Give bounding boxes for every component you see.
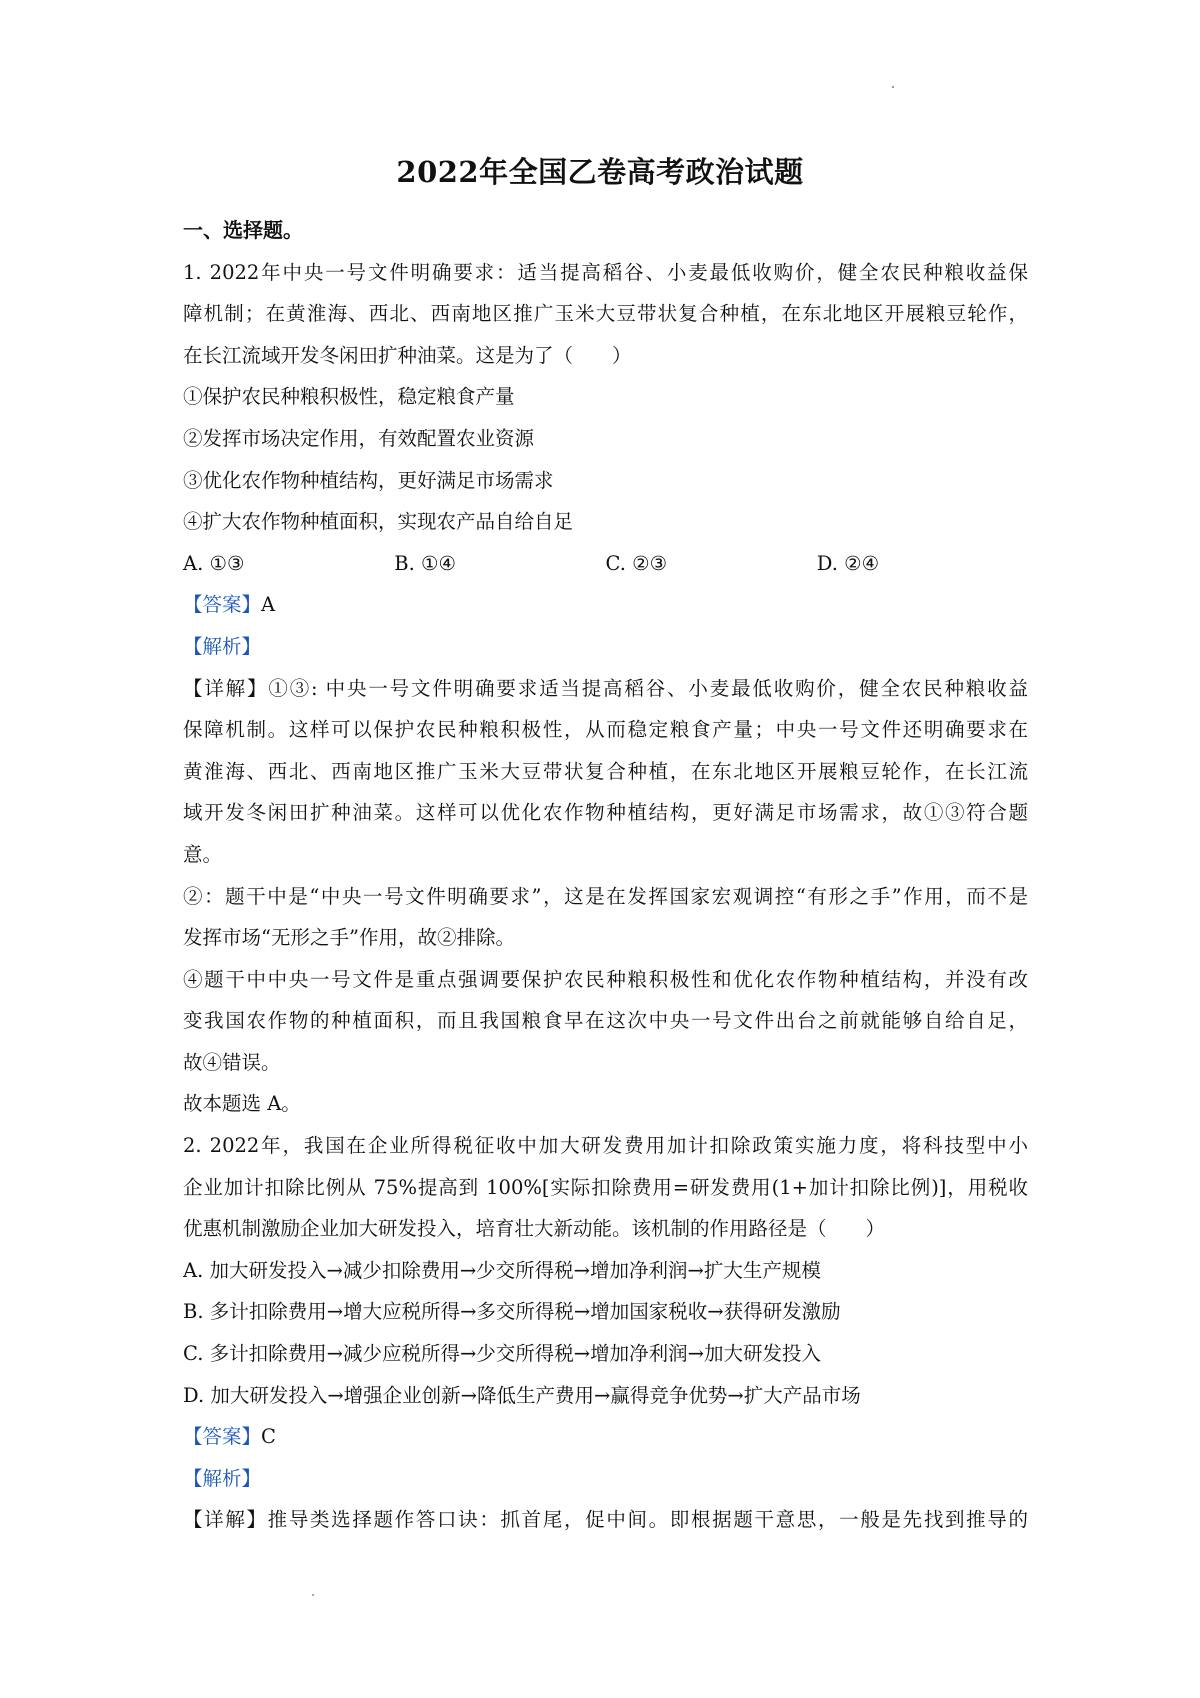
q2-option-d: D. 加大研发投入→增强企业创新→降低生产费用→赢得竞争优势→扩大产品市场 bbox=[183, 1383, 861, 1407]
q1-option-d: D. ②④ bbox=[816, 551, 880, 575]
detail-tag: 【详解】 bbox=[183, 676, 269, 700]
q1-option-a: A. ①③ bbox=[183, 551, 245, 575]
footer-mark bbox=[312, 1594, 314, 1596]
q1-detail-line: 发挥市场“无形之手”作用，故②排除。 bbox=[183, 926, 515, 950]
q1-detail-line: 变我国农作物的种植面积，而且我国粮食早在这次中央一号文件出台之前就能够自给自足， bbox=[183, 1009, 1028, 1033]
q1-stem-line: 障机制；在黄淮海、西北、西南地区推广玉米大豆带状复合种植，在东北地区开展粮豆轮作， bbox=[183, 302, 1028, 326]
header-mark bbox=[892, 86, 894, 88]
q1-stem-line: 1. 2022年中央一号文件明确要求：适当提高稻谷、小麦最低收购价，健全农民种粮收益保 bbox=[183, 260, 1028, 284]
analysis-tag: 【解析】 bbox=[183, 1466, 262, 1490]
q1-answer bbox=[183, 584, 1028, 626]
q2-analysis bbox=[183, 1458, 1028, 1500]
q1-option-b: B. ①④ bbox=[394, 551, 456, 575]
q2-answer bbox=[183, 1416, 1028, 1458]
q1-item: ①保护农民种粮积极性，稳定粮食产量 bbox=[183, 385, 515, 409]
q2-detail-line bbox=[183, 1499, 1028, 1541]
document-body bbox=[183, 210, 1028, 1541]
detail-text: ①③: 中央一号文件明确要求适当提高稻谷、小麦最低收购价，健全农民种粮收益 bbox=[268, 676, 1028, 700]
answer-value: C bbox=[261, 1425, 276, 1449]
q2-option-c: C. 多计扣除费用→减少应税所得→少交所得税→增加净利润→加大研发投入 bbox=[183, 1342, 821, 1366]
q1-detail-line: 故④错误。 bbox=[183, 1050, 281, 1074]
q1-stem-line: 在长江流域开发冬闲田扩种油菜。这是为了（ ） bbox=[183, 343, 632, 367]
q2-option-b: B. 多计扣除费用→增大应税所得→多交所得税→增加国家税收→获得研发激励 bbox=[183, 1300, 841, 1324]
document-title: 2022年全国乙卷高考政治试题 bbox=[396, 155, 804, 189]
q2-stem-line: 企业加计扣除比例从 75%提高到 100%[实际扣除费用=研发费用(1+加计扣除比例)]，用税收 bbox=[183, 1175, 1028, 1199]
q1-option-c: C. ②③ bbox=[605, 551, 668, 575]
section-heading: 一、选择题。 bbox=[183, 218, 303, 242]
q1-detail-line bbox=[183, 668, 1028, 710]
q1-item: ②发挥市场决定作用，有效配置农业资源 bbox=[183, 426, 535, 450]
q1-item: ④扩大农作物种植面积，实现农产品自给自足 bbox=[183, 510, 574, 534]
q1-item: ③优化农作物种植结构，更好满足市场需求 bbox=[183, 468, 554, 492]
answer-tag: 【答案】 bbox=[183, 1425, 262, 1449]
q2-stem-line: 优惠机制激励企业加大研发投入，培育壮大新动能。该机制的作用路径是（ ） bbox=[183, 1217, 886, 1241]
answer-value: A bbox=[261, 593, 276, 617]
q1-options bbox=[183, 543, 1028, 585]
answer-tag: 【答案】 bbox=[183, 593, 262, 617]
q1-detail-line: ④题干中中央一号文件是重点强调要保护农民种粮积极性和优化农作物种植结构，并没有改 bbox=[183, 967, 1028, 991]
q2-option-a: A. 加大研发投入→减少扣除费用→少交所得税→增加净利润→扩大生产规模 bbox=[183, 1258, 821, 1282]
q1-detail-line: 域开发冬闲田扩种油菜。这样可以优化农作物种植结构，更好满足市场需求，故①③符合题 bbox=[183, 801, 1028, 825]
q1-detail-line: 黄淮海、西北、西南地区推广玉米大豆带状复合种植，在东北地区开展粮豆轮作，在长江流 bbox=[183, 759, 1028, 783]
analysis-tag: 【解析】 bbox=[183, 634, 262, 658]
q1-detail-line: 保障机制。这样可以保护农民种粮积极性，从而稳定粮食产量；中央一号文件还明确要求在 bbox=[183, 718, 1028, 742]
detail-text: 推导类选择题作答口诀：抓首尾，促中间。即根据题干意思，一般是先找到推导的 bbox=[267, 1508, 1028, 1532]
q1-conclusion: 故本题选 A。 bbox=[183, 1092, 301, 1116]
detail-tag: 【详解】 bbox=[183, 1508, 268, 1532]
q1-analysis bbox=[183, 626, 1028, 668]
q1-detail-line: ②：题干中是“中央一号文件明确要求”，这是在发挥国家宏观调控“有形之手”作用，而不是 bbox=[183, 884, 1028, 908]
q2-stem-line: 2. 2022年，我国在企业所得税征收中加大研发费用加计扣除政策实施力度，将科技型中小 bbox=[183, 1134, 1028, 1158]
q1-detail-line: 意。 bbox=[183, 842, 223, 866]
